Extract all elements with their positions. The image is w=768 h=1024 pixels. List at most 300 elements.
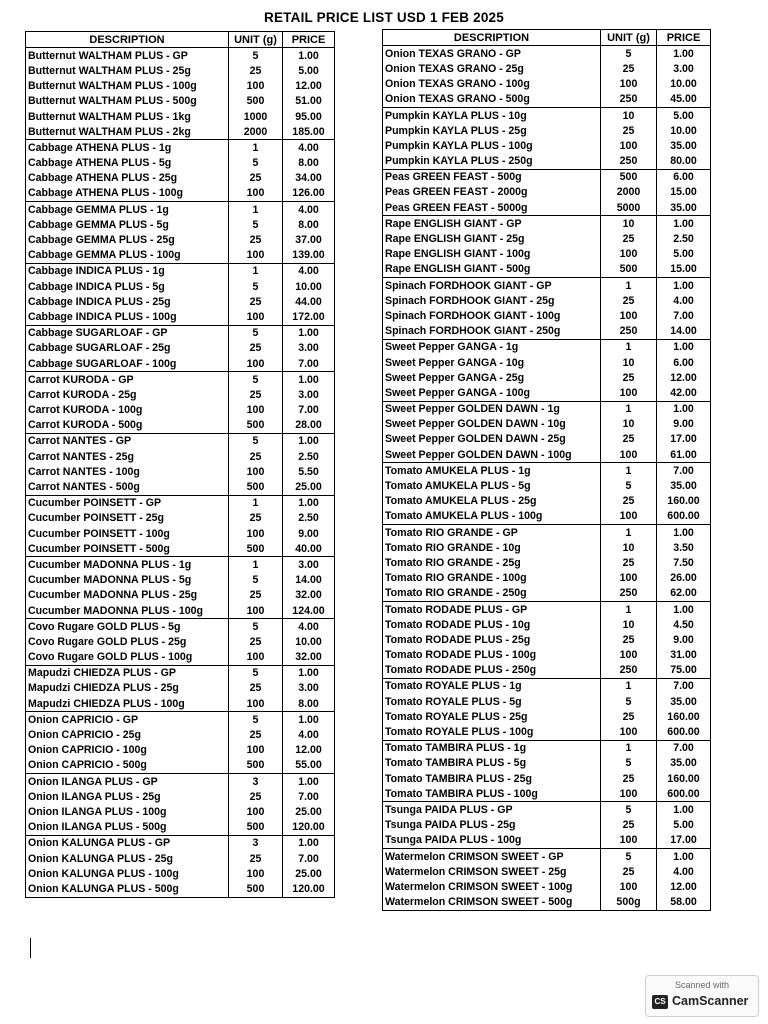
unit-cell: 5 xyxy=(601,756,657,771)
price-cell: 1.00 xyxy=(283,774,335,790)
unit-cell: 500 xyxy=(229,94,283,109)
description-cell: Tomato RODADE PLUS - 25g xyxy=(383,632,601,647)
description-cell: Cucumber POINSETT - 500g xyxy=(26,541,229,557)
price-cell: 4.00 xyxy=(283,619,335,635)
unit-cell: 100 xyxy=(229,186,283,202)
table-row xyxy=(26,63,335,78)
table-row xyxy=(26,727,335,742)
unit-cell: 25 xyxy=(229,387,283,402)
table-row xyxy=(383,138,711,153)
price-cell: 8.00 xyxy=(283,217,335,232)
description-cell: Cabbage SUGARLOAF - 100g xyxy=(26,356,229,372)
description-cell: Butternut WALTHAM PLUS - GP xyxy=(26,48,229,64)
price-table-left xyxy=(25,31,335,898)
price-cell: 12.00 xyxy=(657,370,711,385)
camscanner-watermark xyxy=(645,975,759,1017)
unit-cell: 100 xyxy=(229,248,283,264)
table-row xyxy=(383,586,711,602)
description-cell: Onion KALUNGA PLUS - 500g xyxy=(26,881,229,897)
description-cell: Onion CAPRICIO - GP xyxy=(26,712,229,728)
table-row xyxy=(26,279,335,294)
price-cell: 17.00 xyxy=(657,833,711,849)
price-cell: 25.00 xyxy=(283,866,335,881)
watermark-caption: Scanned with xyxy=(674,980,730,990)
table-row xyxy=(383,169,711,185)
price-cell: 12.00 xyxy=(283,743,335,758)
unit-cell: 500g xyxy=(601,895,657,911)
description-cell: Tomato TAMBIRA PLUS - 1g xyxy=(383,740,601,756)
description-cell: Tomato RODADE PLUS - 250g xyxy=(383,663,601,679)
unit-cell: 100 xyxy=(229,309,283,325)
price-cell: 9.00 xyxy=(657,632,711,647)
table-row xyxy=(383,262,711,278)
description-cell: Covo Rugare GOLD PLUS - 100g xyxy=(26,650,229,666)
description-cell: Watermelon CRIMSON SWEET - 500g xyxy=(383,895,601,911)
column-header-price: PRICE xyxy=(283,32,335,48)
description-cell: Rape ENGLISH GIANT - 100g xyxy=(383,247,601,262)
price-cell: 1.00 xyxy=(283,665,335,681)
price-cell: 7.00 xyxy=(283,356,335,372)
description-cell: Onion TEXAS GRANO - 25g xyxy=(383,61,601,76)
description-cell: Onion ILANGA PLUS - 25g xyxy=(26,789,229,804)
table-row xyxy=(26,202,335,218)
price-cell: 5.50 xyxy=(283,464,335,479)
description-cell: Sweet Pepper GOLDEN DAWN - 25g xyxy=(383,432,601,447)
unit-cell: 5 xyxy=(229,573,283,588)
price-cell: 4.00 xyxy=(283,140,335,156)
description-cell: Cabbage ATHENA PLUS - 25g xyxy=(26,171,229,186)
unit-cell: 5 xyxy=(229,619,283,635)
unit-cell: 100 xyxy=(229,804,283,819)
unit-cell: 1 xyxy=(601,525,657,541)
unit-cell: 5 xyxy=(229,372,283,388)
price-cell: 15.00 xyxy=(657,185,711,200)
price-cell: 42.00 xyxy=(657,385,711,401)
table-row xyxy=(26,186,335,202)
unit-cell: 500 xyxy=(229,758,283,774)
unit-cell: 250 xyxy=(601,586,657,602)
description-cell: Carrot KURODA - 100g xyxy=(26,403,229,418)
description-cell: Peas GREEN FEAST - 5000g xyxy=(383,200,601,216)
description-cell: Cabbage ATHENA PLUS - 100g xyxy=(26,186,229,202)
table-row xyxy=(26,634,335,649)
price-cell: 126.00 xyxy=(283,186,335,202)
description-cell: Cabbage INDICA PLUS - 5g xyxy=(26,279,229,294)
unit-cell: 100 xyxy=(229,650,283,666)
table-row xyxy=(383,61,711,76)
price-cell: 32.00 xyxy=(283,588,335,603)
price-cell: 8.00 xyxy=(283,156,335,171)
description-cell: Cabbage SUGARLOAF - 25g xyxy=(26,341,229,356)
unit-cell: 100 xyxy=(601,308,657,323)
unit-cell: 5 xyxy=(229,279,283,294)
description-cell: Onion ILANGA PLUS - 500g xyxy=(26,820,229,836)
description-cell: Rape ENGLISH GIANT - 500g xyxy=(383,262,601,278)
price-cell: 10.00 xyxy=(657,77,711,92)
price-cell: 40.00 xyxy=(283,541,335,557)
unit-cell: 2000 xyxy=(229,124,283,140)
unit-cell: 100 xyxy=(229,603,283,619)
description-cell: Butternut WALTHAM PLUS - 1kg xyxy=(26,109,229,124)
description-cell: Sweet Pepper GANGA - 100g xyxy=(383,385,601,401)
table-row xyxy=(383,540,711,555)
unit-cell: 500 xyxy=(229,418,283,434)
table-row xyxy=(383,694,711,709)
table-row xyxy=(383,77,711,92)
description-cell: Sweet Pepper GOLDEN DAWN - 100g xyxy=(383,447,601,463)
description-cell: Cucumber MADONNA PLUS - 1g xyxy=(26,557,229,573)
unit-cell: 3 xyxy=(229,774,283,790)
description-cell: Onion KALUNGA PLUS - 100g xyxy=(26,866,229,881)
price-cell: 10.00 xyxy=(283,634,335,649)
price-cell: 34.00 xyxy=(283,171,335,186)
unit-cell: 25 xyxy=(601,293,657,308)
description-cell: Onion KALUNGA PLUS - 25g xyxy=(26,851,229,866)
price-cell: 600.00 xyxy=(657,509,711,525)
unit-cell: 250 xyxy=(601,154,657,170)
description-cell: Covo Rugare GOLD PLUS - 25g xyxy=(26,634,229,649)
unit-cell: 1 xyxy=(601,339,657,355)
description-cell: Sweet Pepper GANGA - 10g xyxy=(383,355,601,370)
unit-cell: 5 xyxy=(229,217,283,232)
unit-cell: 500 xyxy=(229,541,283,557)
table-row xyxy=(383,478,711,493)
table-row xyxy=(26,665,335,681)
description-cell: Tomato AMUKELA PLUS - 100g xyxy=(383,509,601,525)
price-cell: 9.00 xyxy=(283,526,335,541)
header-row xyxy=(383,30,711,46)
price-cell: 45.00 xyxy=(657,92,711,108)
table-row xyxy=(26,387,335,402)
table-row xyxy=(26,573,335,588)
table-row xyxy=(26,774,335,790)
table-row xyxy=(26,526,335,541)
description-cell: Peas GREEN FEAST - 2000g xyxy=(383,185,601,200)
table-row xyxy=(26,372,335,388)
watermark-brand-name: CamScanner xyxy=(672,994,749,1008)
description-cell: Spinach FORDHOOK GIANT - GP xyxy=(383,278,601,294)
table-row xyxy=(383,154,711,170)
description-cell: Mapudzi CHIEDZA PLUS - 25g xyxy=(26,681,229,696)
description-cell: Tomato RODADE PLUS - 10g xyxy=(383,617,601,632)
table-row xyxy=(383,879,711,894)
table-row xyxy=(26,140,335,156)
unit-cell: 100 xyxy=(601,879,657,894)
description-cell: Carrot KURODA - GP xyxy=(26,372,229,388)
description-cell: Cabbage SUGARLOAF - GP xyxy=(26,325,229,341)
price-cell: 120.00 xyxy=(283,820,335,836)
table-row xyxy=(26,356,335,372)
price-cell: 4.50 xyxy=(657,617,711,632)
table-row xyxy=(26,758,335,774)
unit-cell: 5 xyxy=(601,46,657,62)
unit-cell: 1 xyxy=(601,278,657,294)
price-cell: 160.00 xyxy=(657,709,711,724)
price-cell: 32.00 xyxy=(283,650,335,666)
price-cell: 3.00 xyxy=(283,681,335,696)
description-cell: Onion CAPRICIO - 100g xyxy=(26,743,229,758)
price-cell: 2.50 xyxy=(283,511,335,526)
table-row xyxy=(383,771,711,786)
table-row xyxy=(26,341,335,356)
description-cell: Tsunga PAIDA PLUS - 100g xyxy=(383,833,601,849)
table-row xyxy=(383,401,711,417)
unit-cell: 10 xyxy=(601,617,657,632)
price-cell: 15.00 xyxy=(657,262,711,278)
price-cell: 139.00 xyxy=(283,248,335,264)
table-row xyxy=(383,494,711,509)
table-row xyxy=(383,740,711,756)
column-header-description: DESCRIPTION xyxy=(383,30,601,46)
description-cell: Cabbage GEMMA PLUS - 25g xyxy=(26,232,229,247)
price-cell: 12.00 xyxy=(283,79,335,94)
unit-cell: 5 xyxy=(229,48,283,64)
table-row xyxy=(26,124,335,140)
description-cell: Tomato ROYALE PLUS - 100g xyxy=(383,724,601,740)
table-row xyxy=(383,278,711,294)
table-row xyxy=(383,756,711,771)
description-cell: Onion ILANGA PLUS - GP xyxy=(26,774,229,790)
table-row xyxy=(383,216,711,232)
table-row xyxy=(383,786,711,802)
description-cell: Tomato RIO GRANDE - 100g xyxy=(383,571,601,586)
unit-cell: 5 xyxy=(601,694,657,709)
description-cell: Cabbage INDICA PLUS - 25g xyxy=(26,294,229,309)
unit-cell: 100 xyxy=(229,696,283,712)
table-row xyxy=(26,156,335,171)
unit-cell: 25 xyxy=(229,681,283,696)
unit-cell: 100 xyxy=(229,743,283,758)
description-cell: Butternut WALTHAM PLUS - 25g xyxy=(26,63,229,78)
unit-cell: 25 xyxy=(601,632,657,647)
unit-cell: 25 xyxy=(601,370,657,385)
table-row xyxy=(383,324,711,340)
unit-cell: 25 xyxy=(229,449,283,464)
price-cell: 5.00 xyxy=(283,63,335,78)
price-cell: 55.00 xyxy=(283,758,335,774)
table-row xyxy=(383,293,711,308)
column-header-price: PRICE xyxy=(657,30,711,46)
unit-cell: 1 xyxy=(229,263,283,279)
table-row xyxy=(26,79,335,94)
table-row xyxy=(383,385,711,401)
description-cell: Tomato TAMBIRA PLUS - 100g xyxy=(383,786,601,802)
unit-cell: 5 xyxy=(229,433,283,449)
table-row xyxy=(26,449,335,464)
price-cell: 3.00 xyxy=(283,341,335,356)
table-row xyxy=(383,185,711,200)
unit-cell: 100 xyxy=(601,786,657,802)
table-row xyxy=(26,248,335,264)
table-row xyxy=(26,557,335,573)
table-row xyxy=(26,171,335,186)
table-row xyxy=(26,696,335,712)
unit-cell: 100 xyxy=(601,833,657,849)
unit-cell: 25 xyxy=(601,864,657,879)
table-row xyxy=(383,247,711,262)
price-cell: 1.00 xyxy=(657,802,711,818)
price-cell: 4.00 xyxy=(657,864,711,879)
table-row xyxy=(26,603,335,619)
price-cell: 6.00 xyxy=(657,169,711,185)
unit-cell: 25 xyxy=(601,231,657,246)
description-cell: Sweet Pepper GOLDEN DAWN - 10g xyxy=(383,417,601,432)
description-cell: Tomato RIO GRANDE - 25g xyxy=(383,555,601,570)
unit-cell: 250 xyxy=(601,663,657,679)
table-row xyxy=(383,802,711,818)
description-cell: Tomato ROYALE PLUS - 5g xyxy=(383,694,601,709)
price-cell: 600.00 xyxy=(657,786,711,802)
unit-cell: 100 xyxy=(601,509,657,525)
unit-cell: 500 xyxy=(601,262,657,278)
unit-cell: 500 xyxy=(601,169,657,185)
table-row xyxy=(26,712,335,728)
price-cell: 1.00 xyxy=(657,401,711,417)
price-cell: 5.00 xyxy=(657,247,711,262)
description-cell: Cucumber POINSETT - 100g xyxy=(26,526,229,541)
unit-cell: 1 xyxy=(229,140,283,156)
price-cell: 2.50 xyxy=(283,449,335,464)
price-cell: 7.00 xyxy=(657,678,711,694)
table-row xyxy=(383,601,711,617)
description-cell: Sweet Pepper GANGA - 1g xyxy=(383,339,601,355)
table-row xyxy=(383,555,711,570)
description-cell: Tomato AMUKELA PLUS - 25g xyxy=(383,494,601,509)
table-row xyxy=(383,663,711,679)
unit-cell: 25 xyxy=(229,232,283,247)
price-cell: 120.00 xyxy=(283,881,335,897)
price-cell: 4.00 xyxy=(657,293,711,308)
price-cell: 1.00 xyxy=(283,372,335,388)
table-row xyxy=(26,541,335,557)
price-cell: 10.00 xyxy=(283,279,335,294)
unit-cell: 5 xyxy=(229,712,283,728)
price-cell: 1.00 xyxy=(657,525,711,541)
description-cell: Onion KALUNGA PLUS - GP xyxy=(26,835,229,851)
description-cell: Butternut WALTHAM PLUS - 2kg xyxy=(26,124,229,140)
price-cell: 160.00 xyxy=(657,771,711,786)
unit-cell: 1 xyxy=(229,202,283,218)
description-cell: Carrot NANTES - 500g xyxy=(26,479,229,495)
column-header-unit: UNIT (g) xyxy=(601,30,657,46)
description-cell: Pumpkin KAYLA PLUS - 250g xyxy=(383,154,601,170)
table-row xyxy=(26,619,335,635)
unit-cell: 10 xyxy=(601,107,657,123)
price-cell: 9.00 xyxy=(657,417,711,432)
description-cell: Covo Rugare GOLD PLUS - 5g xyxy=(26,619,229,635)
price-cell: 8.00 xyxy=(283,696,335,712)
description-cell: Peas GREEN FEAST - 500g xyxy=(383,169,601,185)
description-cell: Onion CAPRICIO - 25g xyxy=(26,727,229,742)
description-cell: Pumpkin KAYLA PLUS - 10g xyxy=(383,107,601,123)
description-cell: Carrot NANTES - 25g xyxy=(26,449,229,464)
unit-cell: 10 xyxy=(601,355,657,370)
table-row xyxy=(26,743,335,758)
description-cell: Cucumber POINSETT - GP xyxy=(26,495,229,511)
unit-cell: 25 xyxy=(229,851,283,866)
description-cell: Tomato ROYALE PLUS - 25g xyxy=(383,709,601,724)
unit-cell: 25 xyxy=(601,432,657,447)
price-cell: 12.00 xyxy=(657,879,711,894)
unit-cell: 1 xyxy=(601,740,657,756)
description-cell: Watermelon CRIMSON SWEET - GP xyxy=(383,848,601,864)
price-cell: 3.50 xyxy=(657,540,711,555)
table-row xyxy=(383,571,711,586)
unit-cell: 5 xyxy=(601,848,657,864)
unit-cell: 100 xyxy=(601,385,657,401)
unit-cell: 100 xyxy=(229,356,283,372)
description-cell: Tomato TAMBIRA PLUS - 25g xyxy=(383,771,601,786)
table-row xyxy=(383,463,711,479)
table-row xyxy=(383,818,711,833)
unit-cell: 5 xyxy=(601,478,657,493)
table-row xyxy=(383,370,711,385)
price-cell: 17.00 xyxy=(657,432,711,447)
price-cell: 1.00 xyxy=(657,216,711,232)
column-header-unit: UNIT (g) xyxy=(229,32,283,48)
price-cell: 4.00 xyxy=(283,727,335,742)
table-row xyxy=(383,895,711,911)
unit-cell: 500 xyxy=(229,820,283,836)
unit-cell: 100 xyxy=(229,526,283,541)
price-cell: 10.00 xyxy=(657,123,711,138)
unit-cell: 25 xyxy=(229,171,283,186)
unit-cell: 25 xyxy=(229,63,283,78)
page-title: RETAIL PRICE LIST USD 1 FEB 2025 xyxy=(264,10,504,25)
table-row xyxy=(383,231,711,246)
price-cell: 2.50 xyxy=(657,231,711,246)
unit-cell: 1 xyxy=(601,601,657,617)
price-cell: 80.00 xyxy=(657,154,711,170)
price-cell: 62.00 xyxy=(657,586,711,602)
price-cell: 25.00 xyxy=(283,804,335,819)
price-cell: 95.00 xyxy=(283,109,335,124)
unit-cell: 25 xyxy=(601,709,657,724)
table-row xyxy=(383,709,711,724)
table-row xyxy=(383,617,711,632)
unit-cell: 100 xyxy=(601,571,657,586)
unit-cell: 1 xyxy=(229,495,283,511)
unit-cell: 3 xyxy=(229,835,283,851)
table-row xyxy=(26,681,335,696)
table-row xyxy=(383,525,711,541)
unit-cell: 1 xyxy=(601,463,657,479)
unit-cell: 5 xyxy=(601,802,657,818)
price-cell: 31.00 xyxy=(657,648,711,663)
unit-cell: 25 xyxy=(601,771,657,786)
table-row xyxy=(26,835,335,851)
description-cell: Spinach FORDHOOK GIANT - 250g xyxy=(383,324,601,340)
price-cell: 3.00 xyxy=(657,61,711,76)
table-row xyxy=(383,92,711,108)
price-cell: 7.00 xyxy=(657,463,711,479)
table-row xyxy=(383,509,711,525)
price-cell: 35.00 xyxy=(657,478,711,493)
unit-cell: 250 xyxy=(601,92,657,108)
description-cell: Rape ENGLISH GIANT - 25g xyxy=(383,231,601,246)
price-cell: 28.00 xyxy=(283,418,335,434)
description-cell: Spinach FORDHOOK GIANT - 100g xyxy=(383,308,601,323)
price-cell: 35.00 xyxy=(657,138,711,153)
price-cell: 600.00 xyxy=(657,724,711,740)
unit-cell: 10 xyxy=(601,540,657,555)
table-row xyxy=(26,309,335,325)
unit-cell: 25 xyxy=(601,494,657,509)
description-cell: Cabbage ATHENA PLUS - 1g xyxy=(26,140,229,156)
price-cell: 26.00 xyxy=(657,571,711,586)
table-row xyxy=(26,403,335,418)
table-row xyxy=(26,294,335,309)
